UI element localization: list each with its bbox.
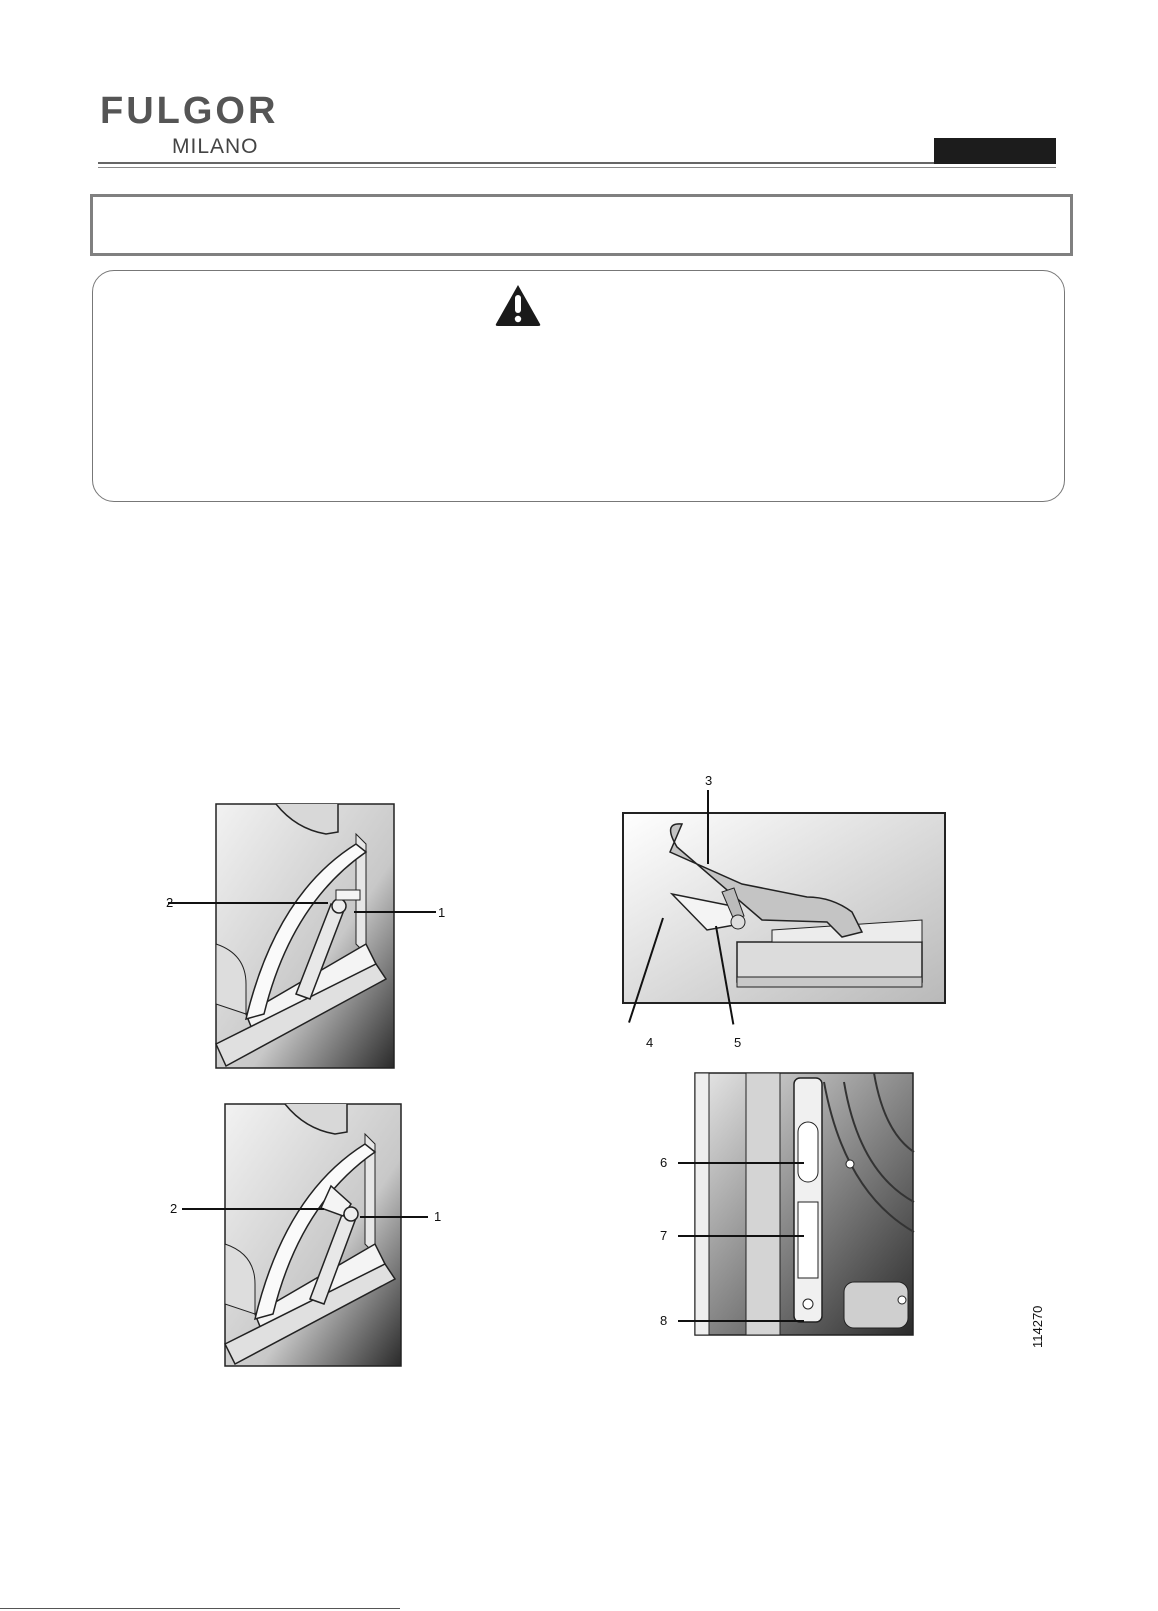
callout-label: 3 <box>705 773 713 788</box>
callout-label: 1 <box>438 905 446 920</box>
callout-line <box>707 790 709 864</box>
warning-triangle-icon <box>494 283 542 332</box>
header-rule <box>98 162 1056 164</box>
callout-label: 8 <box>660 1313 668 1328</box>
callout-line <box>168 902 328 904</box>
hinge-top-figure <box>216 804 396 1070</box>
section-title-box <box>90 194 1073 256</box>
hinge-bottom-figure <box>225 1104 403 1368</box>
callout-line <box>678 1162 804 1164</box>
callout-label: 1 <box>434 1209 442 1224</box>
callout-line <box>182 1208 324 1210</box>
callout-line <box>354 911 436 913</box>
callout-label: 2 <box>170 1201 178 1216</box>
callout-label: 7 <box>660 1228 668 1243</box>
callout-label: 4 <box>646 1035 654 1050</box>
footer-rule <box>0 1608 400 1609</box>
callout-line <box>678 1320 804 1322</box>
header-rule-thin <box>98 167 1056 168</box>
warning-box <box>92 270 1065 502</box>
callout-line <box>678 1235 804 1237</box>
hinge-side-figure <box>622 812 948 1004</box>
callout-label: 6 <box>660 1155 668 1170</box>
section-tab <box>934 138 1056 164</box>
callout-line <box>360 1216 428 1218</box>
brand-subtitle: MILANO <box>172 135 259 158</box>
figure-code: 114270 <box>1030 1305 1045 1348</box>
hinge-front-figure <box>694 1072 914 1336</box>
callout-label: 2 <box>166 895 174 910</box>
callout-label: 5 <box>734 1035 742 1050</box>
brand-logo: FULGOR <box>100 90 279 132</box>
